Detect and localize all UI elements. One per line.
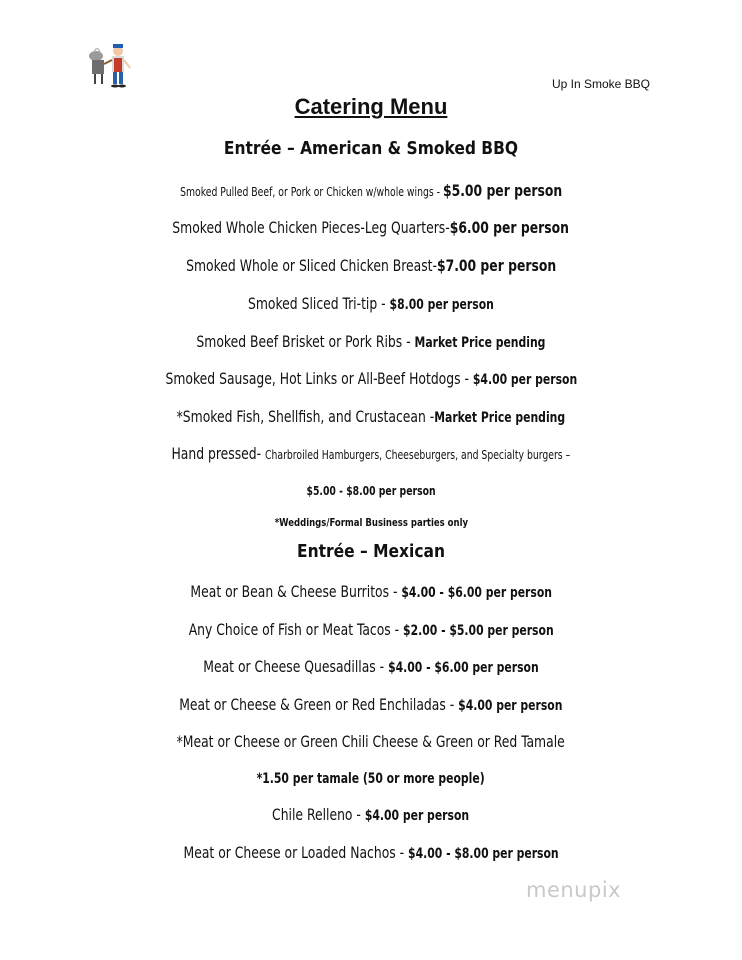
item-price: $4.00 - $6.00 per person bbox=[388, 660, 539, 676]
item-name: Meat or Cheese Quesadillas - bbox=[203, 657, 389, 676]
item-name: Smoked Whole or Sliced Chicken Breast- bbox=[185, 256, 437, 275]
item-name: Smoked Sliced Tri-tip - bbox=[248, 294, 390, 313]
section-heading-mexican: Entrée – Mexican bbox=[296, 541, 445, 562]
item-price: $6.00 per person bbox=[450, 218, 570, 237]
menu-item bbox=[0, 332, 742, 351]
item-price: $7.00 per person bbox=[436, 256, 557, 275]
item-name: *Meat or Cheese or Green Chili Cheese & Green or Red Tamale bbox=[176, 732, 566, 751]
menu-item bbox=[0, 695, 742, 714]
menu-item bbox=[0, 256, 742, 275]
menu-item-price-line bbox=[0, 768, 742, 787]
menu-item bbox=[0, 407, 742, 426]
item-price: Market Price pending bbox=[414, 335, 546, 351]
menu-item bbox=[0, 444, 742, 463]
menu-item bbox=[0, 657, 742, 676]
item-price: $8.00 per person bbox=[389, 297, 494, 313]
item-name: *Smoked Fish, Shellfish, and Crustacean - bbox=[176, 407, 435, 426]
item-name: Meat or Cheese or Loaded Nachos - bbox=[183, 843, 408, 862]
page-title: Catering Menu bbox=[294, 94, 448, 119]
menu-item bbox=[0, 582, 742, 601]
section-note bbox=[0, 511, 742, 530]
item-price: $4.00 - $6.00 per person bbox=[401, 585, 552, 601]
menu-item bbox=[0, 294, 742, 313]
item-price: $4.00 - $8.00 per person bbox=[407, 846, 559, 862]
item-name: Chile Relleno - bbox=[272, 805, 366, 824]
item-name: Meat or Bean & Cheese Burritos - bbox=[190, 582, 402, 601]
section-heading-bbq: Entrée – American & Smoked BBQ bbox=[223, 138, 519, 159]
item-price: $4.00 per person bbox=[365, 808, 470, 824]
item-name: Smoked Whole Chicken Pieces-Leg Quarters- bbox=[172, 218, 451, 237]
menu-item-price-line bbox=[0, 480, 742, 499]
menu-item bbox=[0, 181, 742, 200]
item-price: Market Price pending bbox=[434, 410, 566, 426]
menu-item bbox=[0, 620, 742, 639]
business-name: Up In Smoke BBQ bbox=[551, 77, 650, 91]
item-price: *1.50 per tamale (50 or more people) bbox=[256, 771, 486, 787]
grill-chef-icon bbox=[84, 42, 136, 90]
item-price: $4.00 per person bbox=[458, 698, 563, 714]
menu-item bbox=[0, 732, 742, 751]
menu-item bbox=[0, 805, 742, 824]
item-price: $5.00 per person bbox=[442, 181, 563, 200]
menu-item bbox=[0, 843, 742, 862]
item-price: $2.00 - $5.00 per person bbox=[402, 623, 554, 639]
menu-item bbox=[0, 218, 742, 237]
item-name: Meat or Cheese & Green or Red Enchiladas - bbox=[179, 695, 459, 714]
item-name: Smoked Beef Brisket or Pork Ribs - bbox=[196, 332, 415, 351]
item-name: Smoked Pulled Beef, or Pork or Chicken w/whole wings - bbox=[179, 185, 443, 199]
item-name: Smoked Sausage, Hot Links or All-Beef Hotdogs - bbox=[165, 369, 473, 388]
item-detail: Charbroiled Hamburgers, Cheeseburgers, and Specialty burgers – bbox=[265, 448, 571, 462]
note-text: *Weddings/Formal Business parties only bbox=[274, 516, 468, 529]
menu-item bbox=[0, 369, 742, 388]
watermark: menupix bbox=[526, 878, 622, 902]
item-price: $5.00 - $8.00 per person bbox=[306, 484, 436, 498]
item-name: Hand pressed- bbox=[171, 444, 266, 463]
item-price: $4.00 per person bbox=[472, 372, 577, 388]
item-name: Any Choice of Fish or Meat Tacos - bbox=[188, 620, 403, 639]
